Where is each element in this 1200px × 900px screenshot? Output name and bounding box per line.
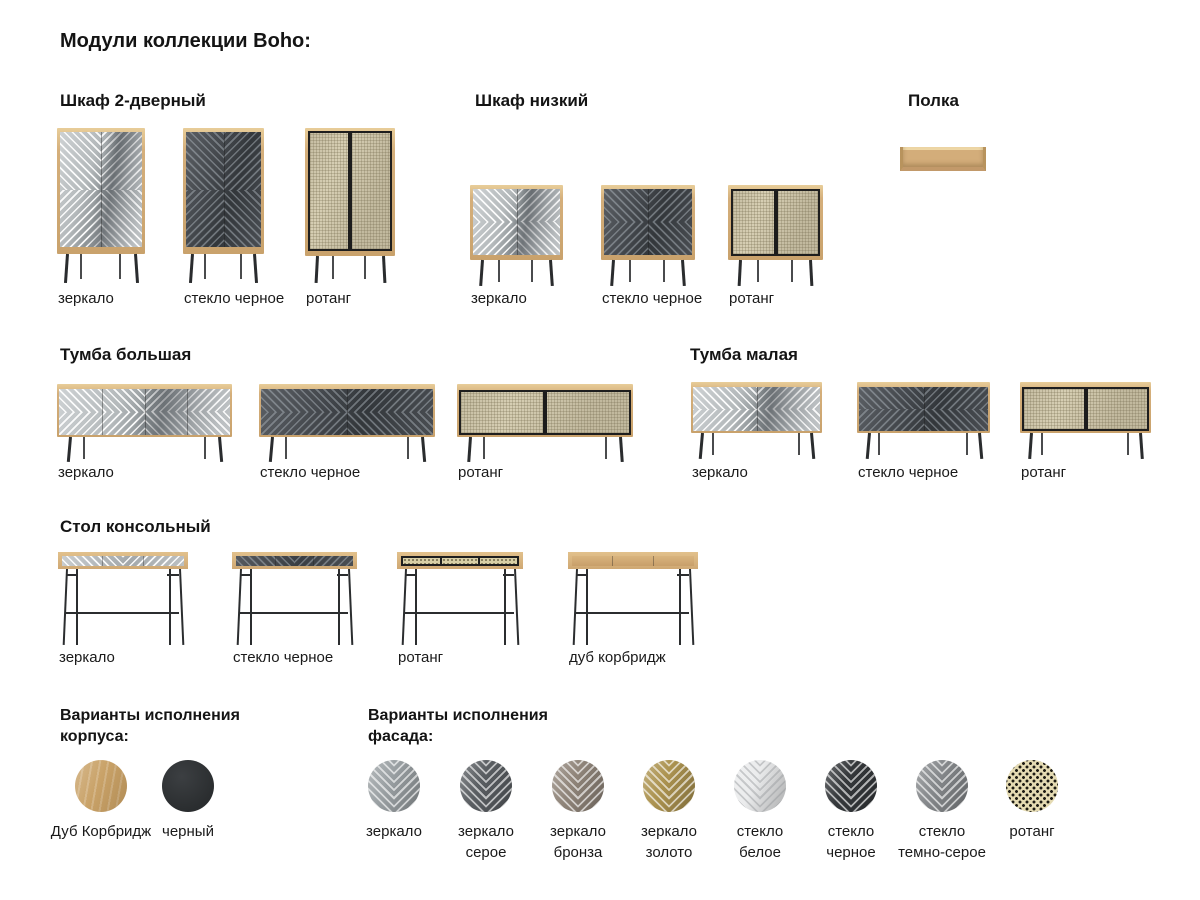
- swatch-circle: [368, 760, 420, 812]
- facade-swatch-mirror-bronze: зеркало бронза: [523, 760, 633, 863]
- product-console-rattan: [397, 552, 523, 666]
- finish-label: стекло черное: [184, 290, 285, 307]
- finish-label: стекло черное: [602, 290, 703, 307]
- facade-options-title: Варианты исполнения фасада:: [368, 707, 548, 745]
- finish-label: зеркало: [58, 464, 114, 481]
- facade-swatch-glass-black: стекло черное: [796, 760, 906, 863]
- product-image: [457, 384, 633, 437]
- finish-label: ротанг: [1021, 464, 1067, 481]
- product-image: [183, 128, 264, 254]
- finish-label: зеркало: [59, 649, 115, 666]
- finish-label: ротанг: [306, 290, 352, 307]
- finish-label: стекло черное: [858, 464, 959, 481]
- product-image: [601, 185, 695, 260]
- corpus-swatch-black: [133, 760, 243, 842]
- swatch-circle: [1006, 760, 1058, 812]
- product-cabinet-low-black-glass: [601, 185, 703, 307]
- product-sideboard-big-mirror: [57, 384, 232, 481]
- swatch-circle: [643, 760, 695, 812]
- product-image: [857, 382, 990, 433]
- product-image: [58, 552, 188, 569]
- facade-swatch-glass-white: стекло белое: [705, 760, 815, 863]
- finish-label: ротанг: [729, 290, 775, 307]
- product-image: [568, 552, 698, 569]
- product-shelf: [900, 147, 986, 171]
- swatch-circle: [552, 760, 604, 812]
- facade-swatch-glass-dark-grey: стекло темно-серое: [887, 760, 997, 863]
- product-image: [232, 552, 357, 569]
- product-console-mirror: [58, 552, 188, 666]
- product-console-oak: [568, 552, 698, 666]
- section-title-shelf: Полка: [908, 91, 959, 110]
- product-sideboard-small-rattan: [1020, 382, 1151, 481]
- finish-label: стекло черное: [233, 649, 334, 666]
- product-image: [1020, 382, 1151, 433]
- product-sideboard-small-black-glass: [857, 382, 990, 481]
- product-cabinet-2door-black-glass: [183, 128, 285, 307]
- facade-swatch-mirror: зеркало: [339, 760, 449, 842]
- section-title-sideboard-small: Тумба малая: [690, 345, 798, 364]
- facade-swatch-rattan: ротанг: [977, 760, 1087, 842]
- swatch-circle: [825, 760, 877, 812]
- product-console-black-glass: [232, 552, 357, 666]
- finish-label: зеркало: [471, 290, 527, 307]
- swatch-circle: [75, 760, 127, 812]
- swatch-circle: [460, 760, 512, 812]
- swatch-label: Дуб Корбридж: [50, 823, 152, 840]
- finish-label: зеркало: [58, 290, 114, 307]
- section-title-cabinet-low: Шкаф низкий: [475, 91, 589, 110]
- swatch-circle: [916, 760, 968, 812]
- swatch-circle: [734, 760, 786, 812]
- finish-label: ротанг: [398, 649, 444, 666]
- corpus-options-title: Варианты исполнения корпуса:: [60, 707, 240, 745]
- finish-label: ротанг: [458, 464, 504, 481]
- product-image: [470, 185, 563, 260]
- section-title-cabinet-2door: Шкаф 2-дверный: [60, 91, 206, 110]
- swatch-label: черный: [162, 823, 214, 840]
- product-image: [397, 552, 523, 569]
- product-image: [57, 128, 145, 254]
- finish-label: зеркало: [692, 464, 748, 481]
- product-sideboard-small-mirror: [691, 382, 822, 481]
- product-image: [900, 147, 986, 171]
- product-image: [728, 185, 823, 260]
- finish-label: стекло черное: [260, 464, 361, 481]
- product-cabinet-low-mirror: [470, 185, 563, 307]
- product-sideboard-big-black-glass: [259, 384, 435, 481]
- finish-label: дуб корбридж: [569, 649, 666, 666]
- product-image: [691, 382, 822, 433]
- product-cabinet-2door-mirror: [57, 128, 145, 307]
- section-title-console-table: Стол консольный: [60, 517, 211, 536]
- product-cabinet-2door-rattan: [305, 128, 395, 307]
- page-title: Модули коллекции Boho:: [60, 30, 311, 52]
- facade-swatch-mirror-gold: зеркало золото: [614, 760, 724, 863]
- product-cabinet-low-rattan: [728, 185, 823, 307]
- swatch-circle: [162, 760, 214, 812]
- product-sideboard-big-rattan: [457, 384, 633, 481]
- product-image: [259, 384, 435, 437]
- product-image: [305, 128, 395, 256]
- section-title-sideboard-big: Тумба большая: [60, 345, 192, 364]
- product-image: [57, 384, 232, 437]
- facade-swatch-mirror-grey: зеркало серое: [431, 760, 541, 863]
